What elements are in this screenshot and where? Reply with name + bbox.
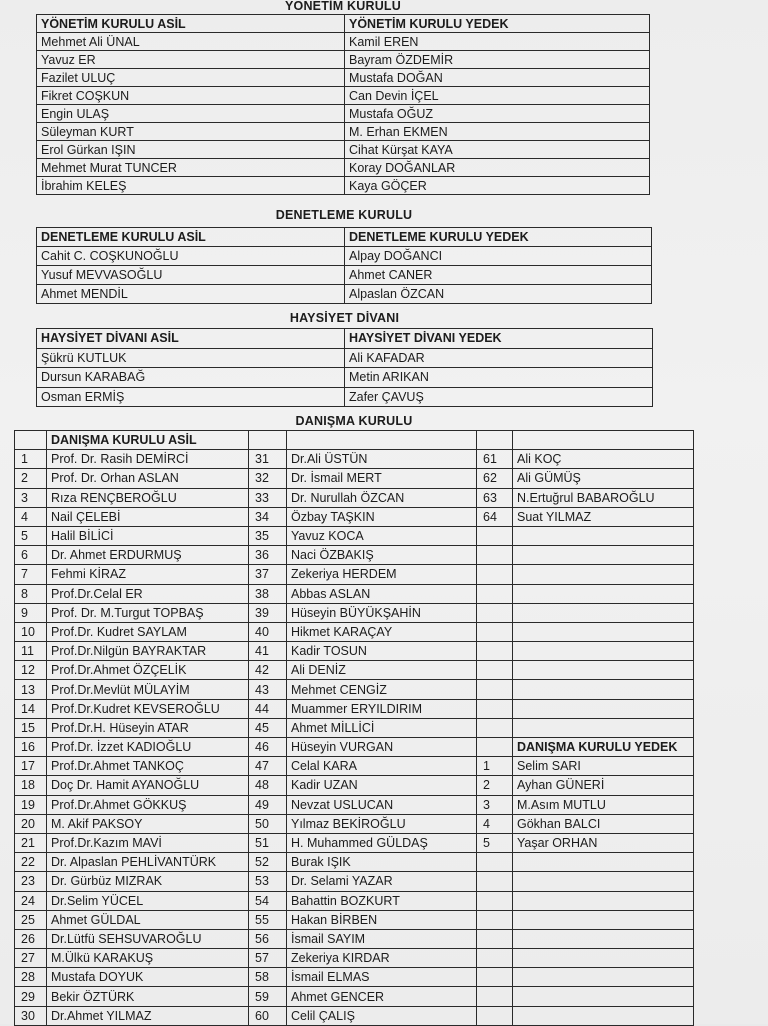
row-number: 5 bbox=[15, 526, 47, 545]
member-name: Prof.Dr.Ahmet TANKOÇ bbox=[47, 757, 249, 776]
member-name: Zekeriya KIRDAR bbox=[287, 949, 477, 968]
member-name: M.Asım MUTLU bbox=[513, 795, 694, 814]
asil-name: Fazilet ULUÇ bbox=[37, 69, 345, 87]
row-number: 9 bbox=[15, 603, 47, 622]
row-number: 18 bbox=[15, 776, 47, 795]
blank-cell bbox=[513, 431, 694, 450]
member-name: Yaşar ORHAN bbox=[513, 833, 694, 852]
row-number: 25 bbox=[15, 910, 47, 929]
table-row bbox=[15, 987, 694, 1006]
member-name bbox=[513, 987, 694, 1006]
yedek-name: Ali KAFADAR bbox=[345, 348, 653, 368]
table-row bbox=[37, 247, 652, 266]
table-row bbox=[15, 833, 694, 852]
member-name: Muammer ERYILDIRIM bbox=[287, 699, 477, 718]
table-header-row bbox=[15, 431, 694, 450]
row-number: 10 bbox=[15, 622, 47, 641]
row-number: 54 bbox=[249, 891, 287, 910]
member-name: Gökhan BALCI bbox=[513, 814, 694, 833]
yedek-name: Koray DOĞANLAR bbox=[345, 159, 650, 177]
member-name bbox=[513, 584, 694, 603]
table-row bbox=[15, 718, 694, 737]
member-name: Ali DENİZ bbox=[287, 661, 477, 680]
row-number: 42 bbox=[249, 661, 287, 680]
row-number: 3 bbox=[15, 488, 47, 507]
table-row bbox=[15, 565, 694, 584]
row-number bbox=[477, 603, 513, 622]
yedek-header: HAYSİYET DİVANI YEDEK bbox=[345, 329, 653, 349]
row-number: 31 bbox=[249, 450, 287, 469]
member-name: İsmail ELMAS bbox=[287, 968, 477, 987]
member-name bbox=[513, 929, 694, 948]
danisma-title: DANIŞMA KURULU bbox=[295, 414, 413, 428]
member-name bbox=[513, 546, 694, 565]
row-number: 51 bbox=[249, 833, 287, 852]
table-row bbox=[15, 853, 694, 872]
table-row bbox=[15, 526, 694, 545]
row-number: 53 bbox=[249, 872, 287, 891]
row-number bbox=[477, 584, 513, 603]
member-name: Hüseyin VURGAN bbox=[287, 738, 477, 757]
member-name bbox=[513, 565, 694, 584]
table-row bbox=[37, 141, 650, 159]
member-name: Bekir ÖZTÜRK bbox=[47, 987, 249, 1006]
haysiyet-table bbox=[36, 328, 653, 407]
member-name: Nail ÇELEBİ bbox=[47, 507, 249, 526]
member-name: Rıza RENÇBEROĞLU bbox=[47, 488, 249, 507]
yedek-header: YÖNETİM KURULU YEDEK bbox=[345, 15, 650, 33]
table-row bbox=[37, 105, 650, 123]
member-name: Celal KARA bbox=[287, 757, 477, 776]
member-name: Dr.Lütfü SEHSUVAROĞLU bbox=[47, 929, 249, 948]
row-number: 64 bbox=[477, 507, 513, 526]
table-row bbox=[15, 776, 694, 795]
row-number bbox=[477, 565, 513, 584]
member-name: Prof.Dr.H. Hüseyin ATAR bbox=[47, 718, 249, 737]
row-number: 22 bbox=[15, 853, 47, 872]
member-name: Prof. Dr. Rasih DEMİRCİ bbox=[47, 450, 249, 469]
row-number bbox=[477, 526, 513, 545]
row-number: 40 bbox=[249, 622, 287, 641]
member-name bbox=[513, 891, 694, 910]
yedek-name: Kamil EREN bbox=[345, 33, 650, 51]
row-number: 16 bbox=[15, 738, 47, 757]
row-number: 63 bbox=[477, 488, 513, 507]
table-row bbox=[15, 910, 694, 929]
member-name bbox=[513, 910, 694, 929]
member-name: Prof.Dr.Nilgün BAYRAKTAR bbox=[47, 642, 249, 661]
yedek-header: DANIŞMA KURULU YEDEK bbox=[513, 738, 694, 757]
member-name: Halil BİLİCİ bbox=[47, 526, 249, 545]
table-row bbox=[37, 51, 650, 69]
row-number: 44 bbox=[249, 699, 287, 718]
row-number bbox=[477, 853, 513, 872]
row-number: 4 bbox=[15, 507, 47, 526]
table-row bbox=[15, 949, 694, 968]
asil-header: YÖNETİM KURULU ASİL bbox=[37, 15, 345, 33]
row-number: 28 bbox=[15, 968, 47, 987]
table-row bbox=[37, 33, 650, 51]
member-name: Prof.Dr.Ahmet GÖKKUŞ bbox=[47, 795, 249, 814]
row-number: 49 bbox=[249, 795, 287, 814]
member-name: Yılmaz BEKİROĞLU bbox=[287, 814, 477, 833]
row-number: 39 bbox=[249, 603, 287, 622]
member-name: Naci ÖZBAKIŞ bbox=[287, 546, 477, 565]
table-row bbox=[15, 1006, 694, 1025]
row-number bbox=[477, 738, 513, 757]
blank-cell bbox=[15, 431, 47, 450]
row-number: 26 bbox=[15, 929, 47, 948]
table-row bbox=[15, 968, 694, 987]
member-name: İsmail SAYIM bbox=[287, 929, 477, 948]
table-header-row bbox=[37, 329, 653, 349]
yedek-name: Cihat Kürşat KAYA bbox=[345, 141, 650, 159]
row-number bbox=[477, 546, 513, 565]
asil-name: Osman ERMİŞ bbox=[37, 387, 345, 407]
asil-header: DENETLEME KURULU ASİL bbox=[37, 228, 345, 247]
table-row bbox=[15, 507, 694, 526]
asil-name: Mehmet Ali ÜNAL bbox=[37, 33, 345, 51]
member-name: Mehmet CENGİZ bbox=[287, 680, 477, 699]
row-number: 33 bbox=[249, 488, 287, 507]
table-row bbox=[15, 488, 694, 507]
member-name bbox=[513, 661, 694, 680]
table-row bbox=[37, 69, 650, 87]
row-number: 15 bbox=[15, 718, 47, 737]
yonetim-title: YÖNETİM KURULU bbox=[285, 0, 401, 13]
table-header-row bbox=[37, 15, 650, 33]
member-name: Dr. Gürbüz MIZRAK bbox=[47, 872, 249, 891]
row-number: 17 bbox=[15, 757, 47, 776]
row-number: 61 bbox=[477, 450, 513, 469]
asil-name: Yusuf MEVVASOĞLU bbox=[37, 266, 345, 285]
table-row bbox=[15, 757, 694, 776]
member-name: Mustafa DOYUK bbox=[47, 968, 249, 987]
row-number: 43 bbox=[249, 680, 287, 699]
member-name bbox=[513, 718, 694, 737]
row-number: 29 bbox=[15, 987, 47, 1006]
member-name: Dr. İsmail MERT bbox=[287, 469, 477, 488]
denetleme-table bbox=[36, 227, 652, 304]
member-name bbox=[513, 949, 694, 968]
member-name: Dr. Nurullah ÖZCAN bbox=[287, 488, 477, 507]
row-number: 36 bbox=[249, 546, 287, 565]
blank-cell bbox=[287, 431, 477, 450]
member-name: Prof.Dr.Ahmet ÖZÇELİK bbox=[47, 661, 249, 680]
row-number: 12 bbox=[15, 661, 47, 680]
row-number bbox=[477, 968, 513, 987]
asil-name: Mehmet Murat TUNCER bbox=[37, 159, 345, 177]
asil-header: DANIŞMA KURULU ASİL bbox=[47, 431, 249, 450]
yedek-header: DENETLEME KURULU YEDEK bbox=[345, 228, 652, 247]
member-name: Prof.Dr. İzzet KADIOĞLU bbox=[47, 738, 249, 757]
member-name: Yavuz KOCA bbox=[287, 526, 477, 545]
member-name: Bahattin BOZKURT bbox=[287, 891, 477, 910]
table-row bbox=[15, 584, 694, 603]
member-name: N.Ertuğrul BABAROĞLU bbox=[513, 488, 694, 507]
asil-name: Cahit C. COŞKUNOĞLU bbox=[37, 247, 345, 266]
member-name: Ayhan GÜNERİ bbox=[513, 776, 694, 795]
yedek-name: Mustafa DOĞAN bbox=[345, 69, 650, 87]
table-row bbox=[37, 387, 653, 407]
member-name: Kadir TOSUN bbox=[287, 642, 477, 661]
table-row bbox=[15, 891, 694, 910]
row-number: 4 bbox=[477, 814, 513, 833]
asil-name: Şükrü KUTLUK bbox=[37, 348, 345, 368]
member-name: Özbay TAŞKIN bbox=[287, 507, 477, 526]
asil-header: HAYSİYET DİVANI ASİL bbox=[37, 329, 345, 349]
blank-cell bbox=[477, 431, 513, 450]
asil-name: Yavuz ER bbox=[37, 51, 345, 69]
row-number bbox=[477, 987, 513, 1006]
table-row bbox=[37, 159, 650, 177]
row-number: 41 bbox=[249, 642, 287, 661]
row-number bbox=[477, 929, 513, 948]
table-row bbox=[15, 795, 694, 814]
asil-name: Dursun KARABAĞ bbox=[37, 368, 345, 388]
row-number: 20 bbox=[15, 814, 47, 833]
yedek-name: Ahmet CANER bbox=[345, 266, 652, 285]
member-name: Hakan BİRBEN bbox=[287, 910, 477, 929]
table-row bbox=[15, 699, 694, 718]
blank-cell bbox=[249, 431, 287, 450]
row-number bbox=[477, 699, 513, 718]
member-name: Suat YILMAZ bbox=[513, 507, 694, 526]
row-number: 35 bbox=[249, 526, 287, 545]
table-row bbox=[15, 469, 694, 488]
yedek-name: Kaya GÖÇER bbox=[345, 177, 650, 195]
denetleme-title: DENETLEME KURULU bbox=[275, 208, 413, 222]
row-number: 2 bbox=[477, 776, 513, 795]
row-number bbox=[477, 872, 513, 891]
danisma-table bbox=[14, 430, 694, 1026]
row-number: 60 bbox=[249, 1006, 287, 1025]
member-name: Zekeriya HERDEM bbox=[287, 565, 477, 584]
member-name bbox=[513, 853, 694, 872]
table-row bbox=[15, 642, 694, 661]
row-number bbox=[477, 680, 513, 699]
yedek-name: Mustafa OĞUZ bbox=[345, 105, 650, 123]
member-name: Abbas ASLAN bbox=[287, 584, 477, 603]
row-number: 57 bbox=[249, 949, 287, 968]
row-number: 1 bbox=[15, 450, 47, 469]
row-number: 37 bbox=[249, 565, 287, 584]
yedek-name: Can Devin İÇEL bbox=[345, 87, 650, 105]
asil-name: Engin ULAŞ bbox=[37, 105, 345, 123]
asil-name: Fikret COŞKUN bbox=[37, 87, 345, 105]
member-name: H. Muhammed GÜLDAŞ bbox=[287, 833, 477, 852]
row-number: 62 bbox=[477, 469, 513, 488]
row-number: 14 bbox=[15, 699, 47, 718]
table-row bbox=[15, 872, 694, 891]
row-number: 27 bbox=[15, 949, 47, 968]
table-row bbox=[15, 738, 694, 757]
asil-name: Erol Gürkan IŞIN bbox=[37, 141, 345, 159]
member-name: Ali GÜMÜŞ bbox=[513, 469, 694, 488]
row-number: 48 bbox=[249, 776, 287, 795]
table-row bbox=[15, 929, 694, 948]
member-name: M.Ülkü KARAKUŞ bbox=[47, 949, 249, 968]
member-name: Ali KOÇ bbox=[513, 450, 694, 469]
row-number bbox=[477, 949, 513, 968]
row-number bbox=[477, 622, 513, 641]
member-name bbox=[513, 1006, 694, 1025]
asil-name: Ahmet MENDİL bbox=[37, 285, 345, 304]
row-number: 55 bbox=[249, 910, 287, 929]
table-row bbox=[15, 622, 694, 641]
row-number: 23 bbox=[15, 872, 47, 891]
row-number: 46 bbox=[249, 738, 287, 757]
member-name: Nevzat USLUCAN bbox=[287, 795, 477, 814]
row-number bbox=[477, 1006, 513, 1025]
member-name: Ahmet GÜLDAL bbox=[47, 910, 249, 929]
member-name: Celil ÇALIŞ bbox=[287, 1006, 477, 1025]
row-number: 56 bbox=[249, 929, 287, 948]
member-name: Prof. Dr. M.Turgut TOPBAŞ bbox=[47, 603, 249, 622]
table-row bbox=[15, 450, 694, 469]
member-name: Dr. Selami YAZAR bbox=[287, 872, 477, 891]
row-number: 13 bbox=[15, 680, 47, 699]
table-row bbox=[15, 661, 694, 680]
row-number: 19 bbox=[15, 795, 47, 814]
row-number bbox=[477, 910, 513, 929]
row-number: 45 bbox=[249, 718, 287, 737]
row-number bbox=[477, 642, 513, 661]
table-row bbox=[37, 87, 650, 105]
yonetim-table bbox=[36, 14, 650, 195]
asil-name: Süleyman KURT bbox=[37, 123, 345, 141]
member-name bbox=[513, 872, 694, 891]
member-name: M. Akif PAKSOY bbox=[47, 814, 249, 833]
row-number bbox=[477, 891, 513, 910]
table-header-row bbox=[37, 228, 652, 247]
haysiyet-title: HAYSİYET DİVANI bbox=[289, 311, 400, 325]
member-name: Prof.Dr.Kudret KEVSEROĞLU bbox=[47, 699, 249, 718]
member-name bbox=[513, 968, 694, 987]
member-name: Prof.Dr.Kazım MAVİ bbox=[47, 833, 249, 852]
row-number: 5 bbox=[477, 833, 513, 852]
member-name: Burak IŞIK bbox=[287, 853, 477, 872]
member-name: Hikmet KARAÇAY bbox=[287, 622, 477, 641]
table-row bbox=[15, 603, 694, 622]
table-row bbox=[37, 123, 650, 141]
row-number: 32 bbox=[249, 469, 287, 488]
member-name: Ahmet MİLLİCİ bbox=[287, 718, 477, 737]
member-name bbox=[513, 526, 694, 545]
row-number: 21 bbox=[15, 833, 47, 852]
yedek-name: Zafer ÇAVUŞ bbox=[345, 387, 653, 407]
member-name: Dr.Ahmet YILMAZ bbox=[47, 1006, 249, 1025]
row-number: 2 bbox=[15, 469, 47, 488]
table-row bbox=[37, 285, 652, 304]
row-number: 34 bbox=[249, 507, 287, 526]
member-name: Prof.Dr.Celal ER bbox=[47, 584, 249, 603]
member-name: Dr. Alpaslan PEHLİVANTÜRK bbox=[47, 853, 249, 872]
asil-name: İbrahim KELEŞ bbox=[37, 177, 345, 195]
member-name bbox=[513, 699, 694, 718]
row-number: 50 bbox=[249, 814, 287, 833]
row-number bbox=[477, 661, 513, 680]
row-number: 52 bbox=[249, 853, 287, 872]
yedek-name: Alpaslan ÖZCAN bbox=[345, 285, 652, 304]
yedek-name: Alpay DOĞANCI bbox=[345, 247, 652, 266]
member-name bbox=[513, 680, 694, 699]
member-name bbox=[513, 603, 694, 622]
member-name bbox=[513, 642, 694, 661]
table-row bbox=[37, 266, 652, 285]
row-number: 59 bbox=[249, 987, 287, 1006]
yedek-name: Metin ARIKAN bbox=[345, 368, 653, 388]
row-number: 30 bbox=[15, 1006, 47, 1025]
member-name: Prof.Dr.Mevlüt MÜLAYİM bbox=[47, 680, 249, 699]
yedek-name: Bayram ÖZDEMİR bbox=[345, 51, 650, 69]
row-number: 3 bbox=[477, 795, 513, 814]
member-name: Prof. Dr. Orhan ASLAN bbox=[47, 469, 249, 488]
member-name: Ahmet GENCER bbox=[287, 987, 477, 1006]
table-row bbox=[15, 680, 694, 699]
row-number: 6 bbox=[15, 546, 47, 565]
member-name: Fehmi KİRAZ bbox=[47, 565, 249, 584]
row-number: 11 bbox=[15, 642, 47, 661]
table-row bbox=[37, 177, 650, 195]
row-number: 24 bbox=[15, 891, 47, 910]
table-row bbox=[37, 348, 653, 368]
table-row bbox=[37, 368, 653, 388]
member-name: Dr. Ahmet ERDURMUŞ bbox=[47, 546, 249, 565]
row-number: 47 bbox=[249, 757, 287, 776]
member-name: Kadir UZAN bbox=[287, 776, 477, 795]
row-number bbox=[477, 718, 513, 737]
member-name: Doç Dr. Hamit AYANOĞLU bbox=[47, 776, 249, 795]
row-number: 58 bbox=[249, 968, 287, 987]
table-row bbox=[15, 546, 694, 565]
member-name: Dr.Ali ÜSTÜN bbox=[287, 450, 477, 469]
table-row bbox=[15, 814, 694, 833]
member-name bbox=[513, 622, 694, 641]
row-number: 7 bbox=[15, 565, 47, 584]
member-name: Dr.Selim YÜCEL bbox=[47, 891, 249, 910]
yedek-name: M. Erhan EKMEN bbox=[345, 123, 650, 141]
member-name: Selim SARI bbox=[513, 757, 694, 776]
row-number: 1 bbox=[477, 757, 513, 776]
row-number: 8 bbox=[15, 584, 47, 603]
member-name: Hüseyin BÜYÜKŞAHİN bbox=[287, 603, 477, 622]
row-number: 38 bbox=[249, 584, 287, 603]
member-name: Prof.Dr. Kudret SAYLAM bbox=[47, 622, 249, 641]
